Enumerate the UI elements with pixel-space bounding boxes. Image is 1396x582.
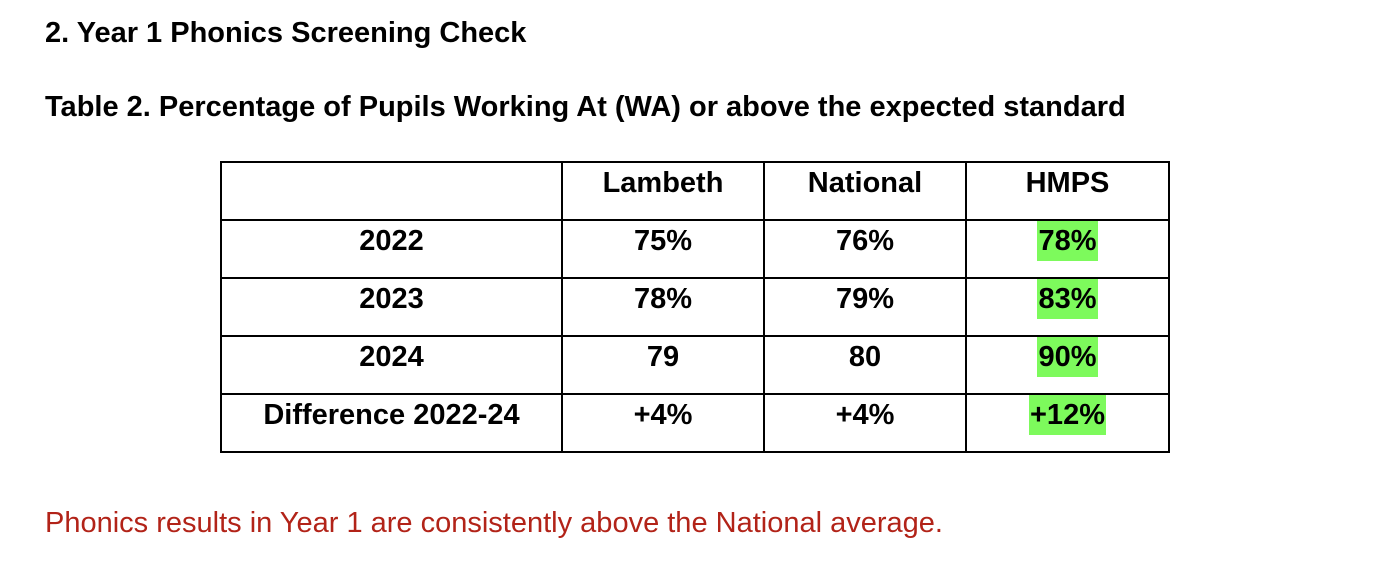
lambeth-cell: +4%: [562, 394, 764, 452]
summary-note: Phonics results in Year 1 are consistently above the National average.: [45, 507, 943, 539]
national-cell: 79%: [764, 278, 966, 336]
highlighted-value: 78%: [1037, 221, 1097, 261]
table-row: [221, 394, 1169, 452]
table-row: [221, 220, 1169, 278]
row-label-cell: Difference 2022-24: [221, 394, 562, 452]
header-cell-national: National: [764, 162, 966, 220]
lambeth-cell: 75%: [562, 220, 764, 278]
highlighted-value: 90%: [1037, 337, 1097, 377]
header-cell-lambeth: Lambeth: [562, 162, 764, 220]
hmps-cell: [966, 336, 1169, 394]
lambeth-cell: 78%: [562, 278, 764, 336]
national-cell: 80: [764, 336, 966, 394]
header-cell-hmps: HMPS: [966, 162, 1169, 220]
highlighted-value: +12%: [1029, 395, 1106, 435]
table-header-row: [221, 162, 1169, 220]
header-cell-blank: [221, 162, 562, 220]
national-cell: +4%: [764, 394, 966, 452]
hmps-cell: [966, 394, 1169, 452]
row-label-cell: 2024: [221, 336, 562, 394]
row-label-cell: 2023: [221, 278, 562, 336]
phonics-results-table: [220, 161, 1170, 453]
section-heading: 2. Year 1 Phonics Screening Check: [45, 17, 527, 49]
national-cell: 76%: [764, 220, 966, 278]
hmps-cell: [966, 220, 1169, 278]
row-label-cell: 2022: [221, 220, 562, 278]
table-row: [221, 278, 1169, 336]
table-caption: Table 2. Percentage of Pupils Working At (WA) or above the expected standard: [45, 91, 1126, 123]
highlighted-value: 83%: [1037, 279, 1097, 319]
table-row: [221, 336, 1169, 394]
hmps-cell: [966, 278, 1169, 336]
lambeth-cell: 79: [562, 336, 764, 394]
